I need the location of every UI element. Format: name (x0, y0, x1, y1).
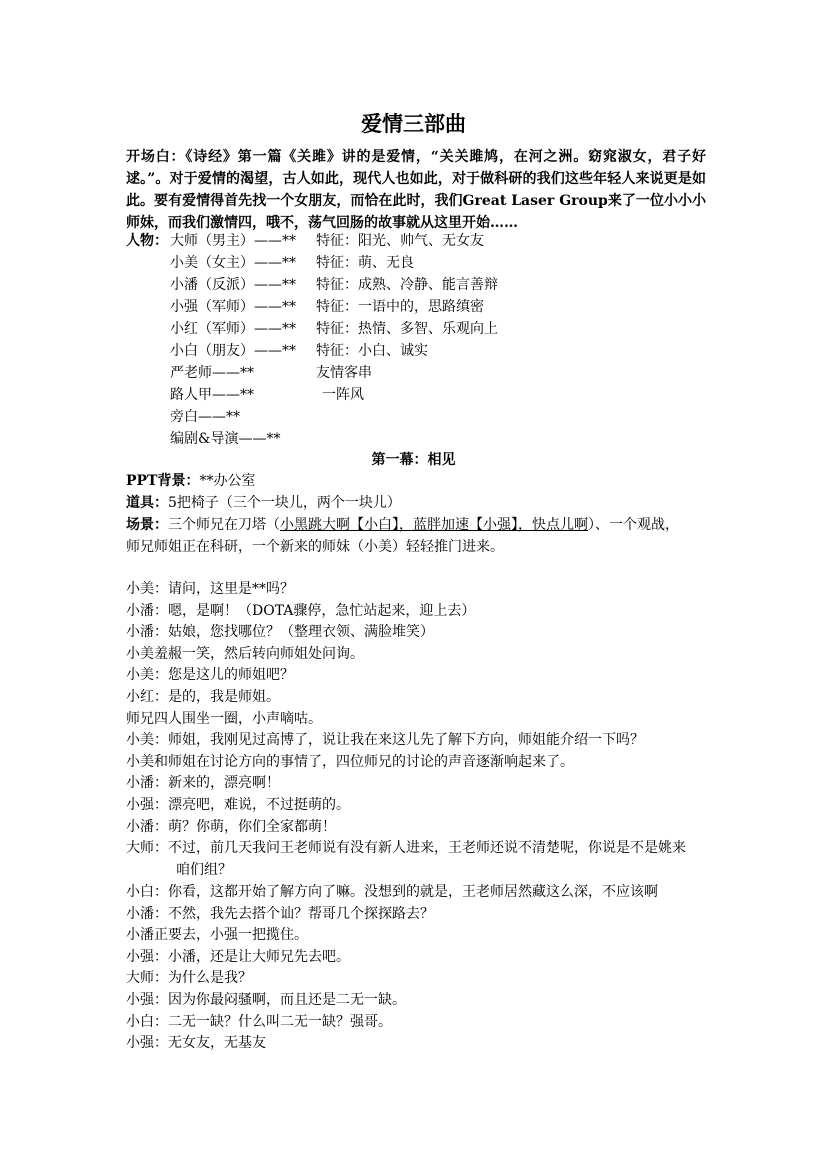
character-name: 路人甲——** (170, 387, 254, 403)
scene-post: ）、一个观战， (588, 517, 679, 533)
characters-label: 人物： (126, 233, 168, 249)
dialogue-line: 小强：无女友，无基友 (126, 1035, 266, 1052)
dialogue-line: 小强：因为你最闷骚啊，而且还是二无一缺。 (126, 992, 406, 1008)
scene-line-2: 师兄师姐正在科研，一个新来的师妹（小美）轻轻推门进来。 (126, 539, 504, 555)
character-trait: 特征：萌、无良 (316, 255, 414, 271)
character-name: 编剧&导演——** (170, 431, 281, 447)
opening-paragraph: 开场白：《诗经》第一篇《关雎》讲的是爱情，“关关雎鸠，在河之洲。窈窕淑女，君子好逑。”。对于爱情的渴望，古人如此，现代人也如此，对于做科研的我们这些年轻人来说更是如此。要有爱情得首先找一个女朋友，而恰在此时，我们Great Laser Group来了一位小小小师妹，而我们激情四，哦不，荡气回肠的故事就从这里开始…… (126, 149, 706, 231)
character-name: 小美（女主）——** (170, 255, 296, 271)
dialogue-line: 小白：二无一缺？什么叫二无一缺？强哥。 (126, 1013, 392, 1030)
act-title: 第一幕：相见 (371, 452, 456, 468)
character-name: 小强（军师）——** (170, 299, 296, 315)
character-trait: 特征：一语中的，思路缜密 (316, 299, 484, 315)
document-title: 爱情三部曲 (361, 112, 466, 136)
dialogue-line: 小潘：不然，我先去搭个讪？帮哥几个探探路去？ (126, 905, 434, 922)
character-name: 小白（朋友）——** (170, 343, 296, 359)
character-name: 严老师——** (170, 365, 254, 381)
dialogue-line: 小强：漂亮吧，难说，不过挺萌的。 (126, 797, 350, 813)
props-value: 5把椅子（三个一块儿，两个一块儿） (168, 495, 401, 511)
character-name: 大师（男主）——** (170, 233, 296, 249)
dialogue-line: 小美：您是这儿的师姐吧？ (126, 667, 294, 684)
dialogue-line-long: 大师：不过，前几天我问王老师说有没有新人进来，王老师还说不清楚呢，你说是不是姚来 (126, 840, 686, 856)
dialogue-line: 小潘：萌？你萌，你们全家都萌！ (126, 818, 336, 835)
dialogue-line: 小潘：姑娘，您找哪位？（整理衣领、满脸堆笑） (126, 624, 434, 641)
dialogue-line-long-cont: 咱们组？ (176, 862, 232, 878)
character-trait: 特征：成熟、冷静、能言善辩 (316, 277, 498, 293)
dialogue-line: 小白：你看，这都开始了解方向了嘛。没想到的就是，王老师居然藏这么深，不应该啊 (126, 884, 658, 900)
character-trait: 特征：小白、诚实 (316, 343, 428, 359)
character-trait: 特征：热情、多智、乐观向上 (316, 321, 498, 337)
dialogue-line: 小美羞赧一笑，然后转向师姐处问询。 (126, 645, 364, 662)
dialogue-line: 小潘：嗯，是啊！（DOTA骤停，急忙站起来，迎上去） (126, 602, 476, 619)
scene-underlined: 小黑跳大啊【小白】，蓝胖加速【小强】，快点儿啊 (280, 517, 588, 533)
ppt-value: **办公室 (199, 473, 256, 489)
dialogue-line: 小美和师姐在讨论方向的事情了，四位师兄的讨论的声音逐渐响起来了。 (126, 753, 574, 770)
dialogue-line: 小红：是的，我是师姐。 (126, 689, 280, 705)
scene-pre: 三个师兄在刀塔（ (168, 517, 280, 533)
dialogue-line: 小美：请问，这里是**吗？ (126, 581, 294, 597)
scene-line (126, 515, 679, 535)
props-line (126, 493, 401, 513)
dialogue-line: 小潘：新来的，漂亮啊！ (126, 775, 280, 792)
dialogue-line: 师兄四人围坐一圈，小声嘀咕。 (126, 710, 322, 727)
character-trait: 友情客串 (316, 365, 372, 381)
dialogue-line: 小美：师姐，我刚见过高博了，说让我在来这儿先了解下方向，师姐能介绍一下吗？ (126, 732, 644, 749)
character-name: 小潘（反派）——** (170, 277, 296, 293)
character-trait: 特征：阳光、帅气、无女友 (316, 233, 484, 249)
character-name: 小红（军师）——** (170, 321, 296, 337)
dialogue-line: 小强：小潘，还是让大师兄先去吧。 (126, 948, 350, 965)
scene-label: 场景： (126, 517, 168, 533)
dialogue-line: 大师：为什么是我？ (126, 970, 252, 987)
ppt-background-line (126, 471, 255, 491)
dialogue-line: 小潘正要去，小强一把揽住。 (126, 927, 308, 944)
ppt-label: PPT背景： (126, 473, 200, 489)
character-name: 旁白——** (170, 409, 240, 425)
character-trait: 一阵风 (322, 387, 364, 403)
props-label: 道具： (126, 495, 168, 511)
